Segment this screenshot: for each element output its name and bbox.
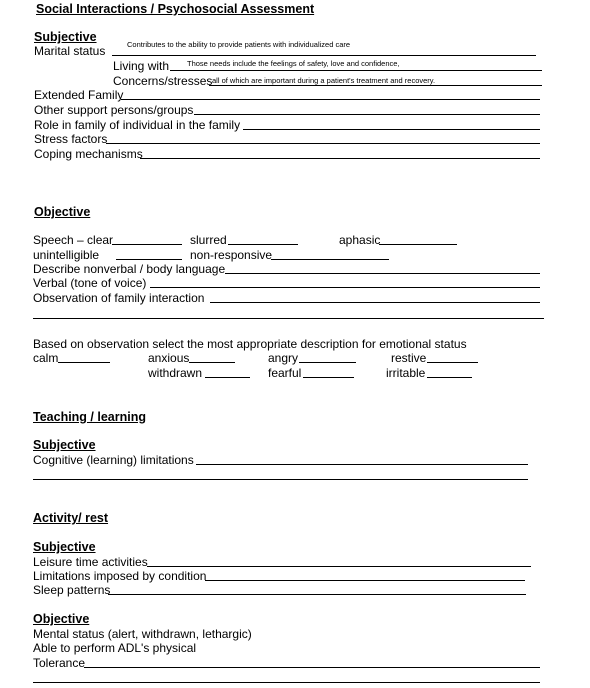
calm-label: calm (33, 351, 59, 365)
other-support-field[interactable] (194, 114, 540, 115)
irritable-label: irritable (386, 366, 426, 380)
withdrawn-label: withdrawn (148, 366, 203, 380)
angry-label: angry (268, 351, 299, 365)
anxious-label: anxious (148, 351, 190, 365)
coping-label: Coping mechanisms (34, 147, 143, 161)
limitations-label: Limitations imposed by condition (33, 569, 207, 583)
objective-heading: Objective (33, 612, 90, 626)
objective-heading: Objective (34, 205, 91, 219)
concerns-label: Concerns/stresses (113, 74, 213, 88)
tolerance-label: Tolerance (33, 656, 86, 670)
unintelligible-label: unintelligible (33, 248, 100, 262)
stress-factors-label: Stress factors (34, 132, 108, 146)
restive-field[interactable] (427, 362, 478, 363)
verbal-field[interactable] (150, 287, 540, 288)
aphasic-label: aphasic (339, 233, 381, 247)
calm-field[interactable] (58, 362, 110, 363)
annotation-note: all of which are important during a patient's treatment and recovery. (212, 76, 436, 85)
limitations-field[interactable] (205, 580, 525, 581)
observation-family-field[interactable] (210, 302, 540, 303)
subjective-heading: Subjective (33, 540, 96, 554)
annotation-note: Contributes to the ability to provide patients with individualized care (127, 40, 351, 49)
living-with-field[interactable] (170, 70, 542, 71)
irritable-field[interactable] (427, 377, 472, 378)
non-responsive-field[interactable] (271, 259, 389, 260)
aphasic-field[interactable] (379, 244, 457, 245)
sleep-field[interactable] (108, 594, 526, 595)
fearful-label: fearful (268, 366, 302, 380)
anxious-field[interactable] (189, 362, 235, 363)
leisure-field[interactable] (147, 566, 531, 567)
stress-factors-field[interactable] (106, 143, 540, 144)
marital-status-label: Marital status (34, 44, 106, 58)
cognitive-field[interactable] (196, 464, 528, 465)
mental-status-label: Mental status (alert, withdrawn, lethargic) (33, 627, 252, 641)
concerns-field[interactable] (209, 85, 542, 86)
extended-family-label: Extended Family (34, 88, 124, 102)
slurred-field[interactable] (228, 244, 298, 245)
leisure-label: Leisure time activities (33, 555, 148, 569)
cognitive-label: Cognitive (learning) limitations (33, 453, 194, 467)
cognitive-continuation-field[interactable] (33, 479, 528, 480)
speech-clear-label: Speech – clear (33, 233, 114, 247)
withdrawn-field[interactable] (205, 377, 250, 378)
nonverbal-label: Describe nonverbal / body language (33, 262, 226, 276)
activity-heading: Activity/ rest (33, 511, 109, 525)
tolerance-field[interactable] (84, 667, 540, 668)
nonverbal-field[interactable] (225, 273, 540, 274)
observation-family-label: Observation of family interaction (33, 291, 205, 305)
verbal-label: Verbal (tone of voice) (33, 276, 147, 290)
speech-clear-field[interactable] (112, 244, 182, 245)
marital-status-field[interactable] (112, 55, 536, 56)
angry-field[interactable] (299, 362, 356, 363)
slurred-label: slurred (190, 233, 227, 247)
coping-field[interactable] (140, 158, 540, 159)
sleep-label: Sleep patterns (33, 583, 111, 597)
annotation-note: Those needs include the feelings of safety, love and confidence, (187, 59, 400, 68)
extended-family-field[interactable] (121, 99, 540, 100)
subjective-heading: Subjective (33, 438, 96, 452)
living-with-label: Living with (113, 59, 170, 73)
role-in-family-field[interactable] (243, 129, 540, 130)
emotional-status-prompt: Based on observation select the most appropriate description for emotional status (33, 337, 467, 351)
non-responsive-label: non-responsive (190, 248, 273, 262)
tolerance-continuation-field[interactable] (33, 682, 540, 683)
subjective-heading: Subjective (34, 30, 97, 44)
role-in-family-label: Role in family of individual in the family (34, 118, 241, 132)
adl-label: Able to perform ADL's physical (33, 641, 197, 655)
other-support-label: Other support persons/groups (34, 103, 194, 117)
unintelligible-field[interactable] (116, 259, 182, 260)
restive-label: restive (391, 351, 427, 365)
fearful-field[interactable] (303, 377, 354, 378)
page-title: Social Interactions / Psychosocial Assessment (36, 2, 315, 16)
section-divider (33, 318, 544, 319)
teaching-heading: Teaching / learning (33, 410, 146, 424)
